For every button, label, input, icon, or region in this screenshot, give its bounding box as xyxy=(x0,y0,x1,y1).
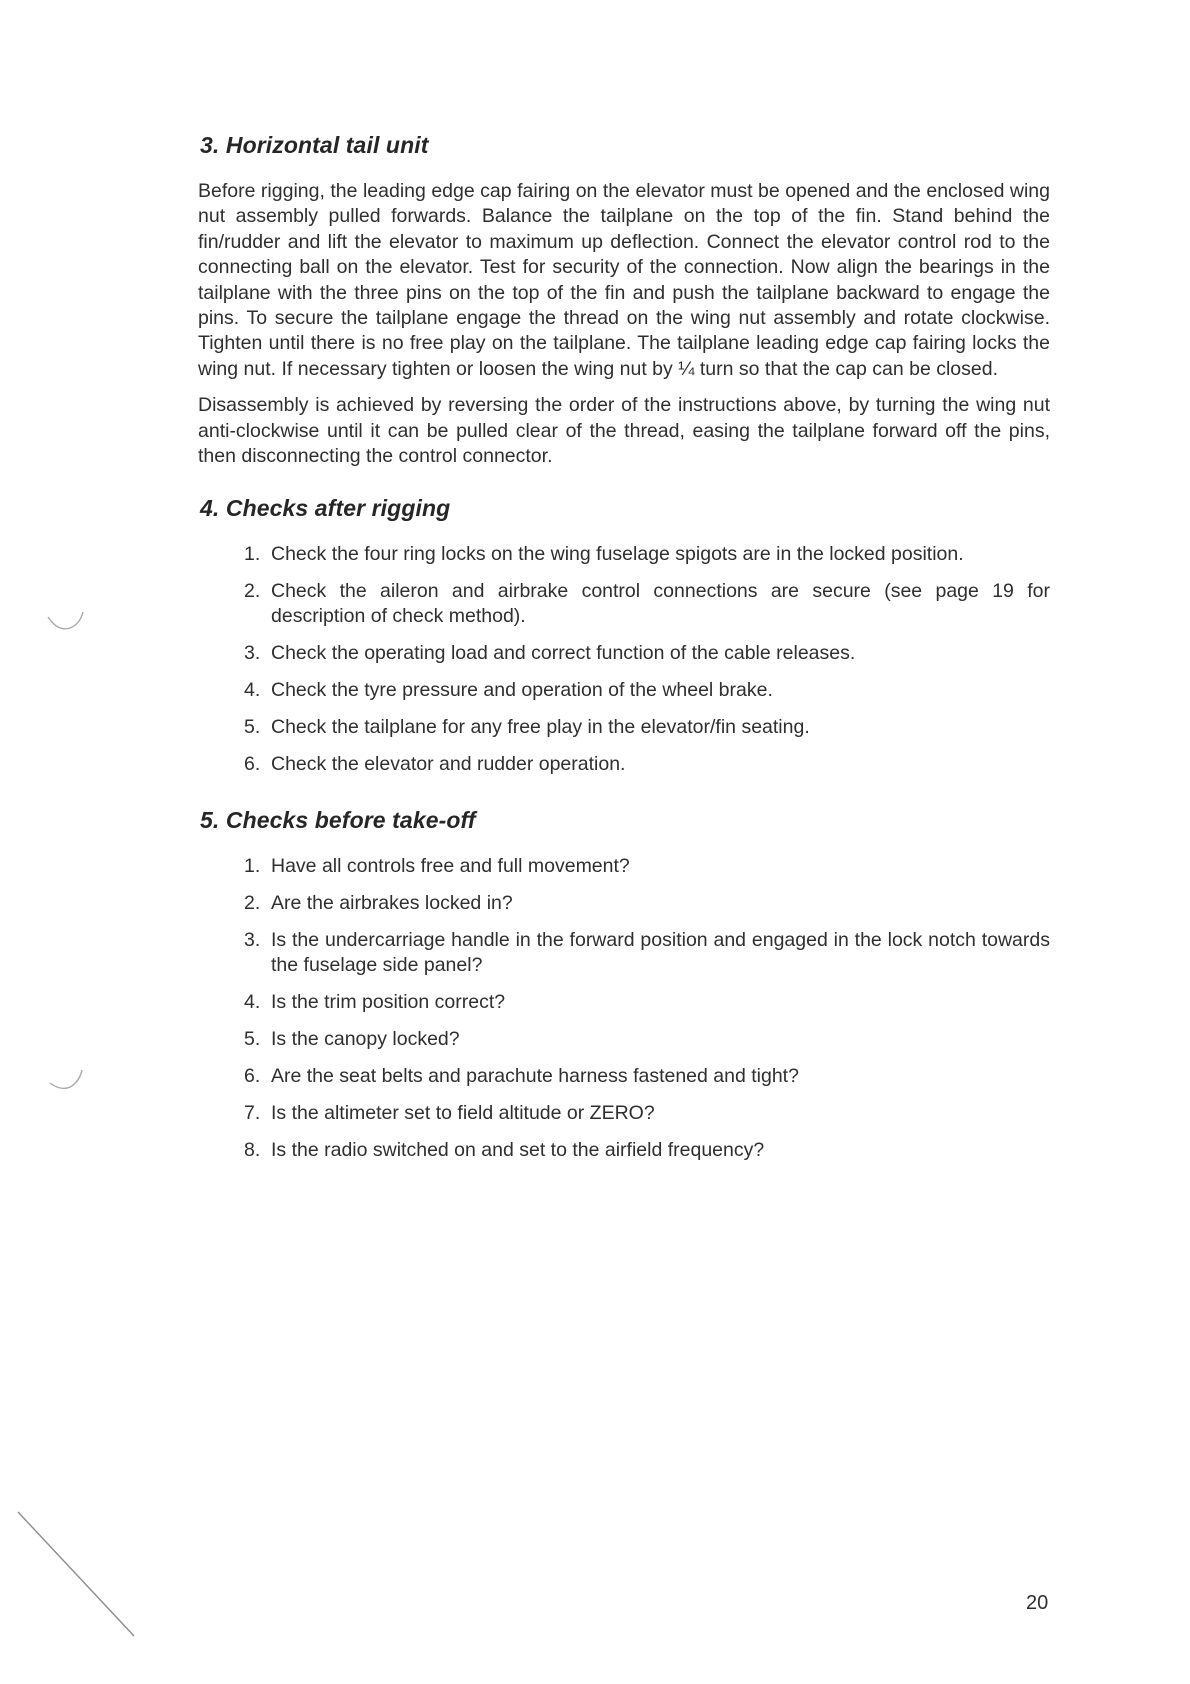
list-number: 7. xyxy=(244,1102,261,1125)
list-text: Is the undercarriage handle in the forward position and engaged in the lock notch towards the fuselage side panel? xyxy=(271,929,1050,977)
list-item xyxy=(198,928,1050,978)
list-number: 6. xyxy=(244,753,261,776)
list-number: 4. xyxy=(244,679,261,702)
list-text: Have all controls free and full movement? xyxy=(271,855,630,878)
list-text: Is the radio switched on and set to the airfield frequency? xyxy=(271,1139,765,1162)
list-item xyxy=(198,990,1050,1015)
section-horizontal-tail-unit xyxy=(198,132,1050,469)
list-number: 3. xyxy=(244,929,261,952)
section-heading: 3. Horizontal tail unit xyxy=(200,132,429,158)
list-text: Check the tyre pressure and operation of the wheel brake. xyxy=(271,679,773,702)
list-number: 4. xyxy=(244,991,261,1014)
list-item xyxy=(198,752,1050,777)
list-item xyxy=(198,854,1050,879)
list-text: Check the tailplane for any free play in the elevator/fin seating. xyxy=(271,716,810,739)
list-text: Check the operating load and correct function of the cable releases. xyxy=(271,642,856,665)
list-number: 3. xyxy=(244,642,261,665)
list-number: 6. xyxy=(244,1065,261,1088)
section-checks-after-rigging xyxy=(198,495,1050,777)
list-number: 2. xyxy=(244,892,261,915)
list-text: Check the four ring locks on the wing fuselage spigots are in the locked position. xyxy=(271,543,964,566)
checklist-before-take-off xyxy=(198,854,1050,1163)
list-item xyxy=(198,1064,1050,1089)
list-text: Are the airbrakes locked in? xyxy=(271,892,513,915)
paragraph-disassembly: Disassembly is achieved by reversing the order of the instructions above, by turning the wing nut anti-clockwise until it can be pulled clear of the thread, easing the tailplane forward off the pins, then disconnecting the control connector. xyxy=(198,394,1050,468)
list-item xyxy=(198,1101,1050,1126)
list-item xyxy=(198,579,1050,629)
page-content xyxy=(198,132,1050,1175)
list-text: Are the seat belts and parachute harness fastened and tight? xyxy=(271,1065,799,1088)
checklist-after-rigging xyxy=(198,542,1050,777)
list-item xyxy=(198,715,1050,740)
paragraph-rigging: Before rigging, the leading edge cap fairing on the elevator must be opened and the enclosed wing nut assembly pulled forwards. Balance the tailplane on the top of the fin. Stand behind the fin/rudder and lift the elevator to maximum up deflection. Connect the elevator control rod to the connecting ball on the elevator. Test for security of the connection. Now align the bearings in the tailplane with the three pins on the top of the fin and push the tailplane backward to engage the pins. To secure the tailplane engage the thread on the wing nut assembly and rotate clockwise. Tighten until there is no free play on the tailplane. The tailplane leading edge cap fairing locks the wing nut. If necessary tighten or loosen the wing nut by ¼ turn so that the cap can be closed. xyxy=(198,180,1050,380)
list-item xyxy=(198,678,1050,703)
scan-crease-line xyxy=(18,1512,134,1636)
list-text: Is the altimeter set to field altitude or ZERO? xyxy=(271,1102,655,1125)
section-checks-before-take-off xyxy=(198,807,1050,1163)
list-text: Check the aileron and airbrake control connections are secure (see page 19 for description of check method). xyxy=(271,580,1050,628)
list-number: 2. xyxy=(244,580,261,603)
list-number: 1. xyxy=(244,855,261,878)
list-text: Check the elevator and rudder operation. xyxy=(271,753,626,776)
list-item xyxy=(198,1027,1050,1052)
section-heading: 5. Checks before take-off xyxy=(200,807,476,834)
list-text: Is the canopy locked? xyxy=(271,1028,460,1051)
punch-hole-mark-upper xyxy=(48,612,83,629)
list-number: 5. xyxy=(244,716,261,739)
list-item xyxy=(198,1138,1050,1163)
list-item xyxy=(198,641,1050,666)
page-number: 20 xyxy=(1026,1592,1049,1614)
punch-hole-mark-lower xyxy=(50,1070,82,1088)
list-number: 5. xyxy=(244,1028,261,1051)
list-number: 8. xyxy=(244,1139,261,1162)
list-text: Is the trim position correct? xyxy=(271,991,506,1014)
list-number: 1. xyxy=(244,543,261,566)
section-heading: 4. Checks after rigging xyxy=(200,495,451,522)
list-item xyxy=(198,542,1050,567)
list-item xyxy=(198,891,1050,916)
